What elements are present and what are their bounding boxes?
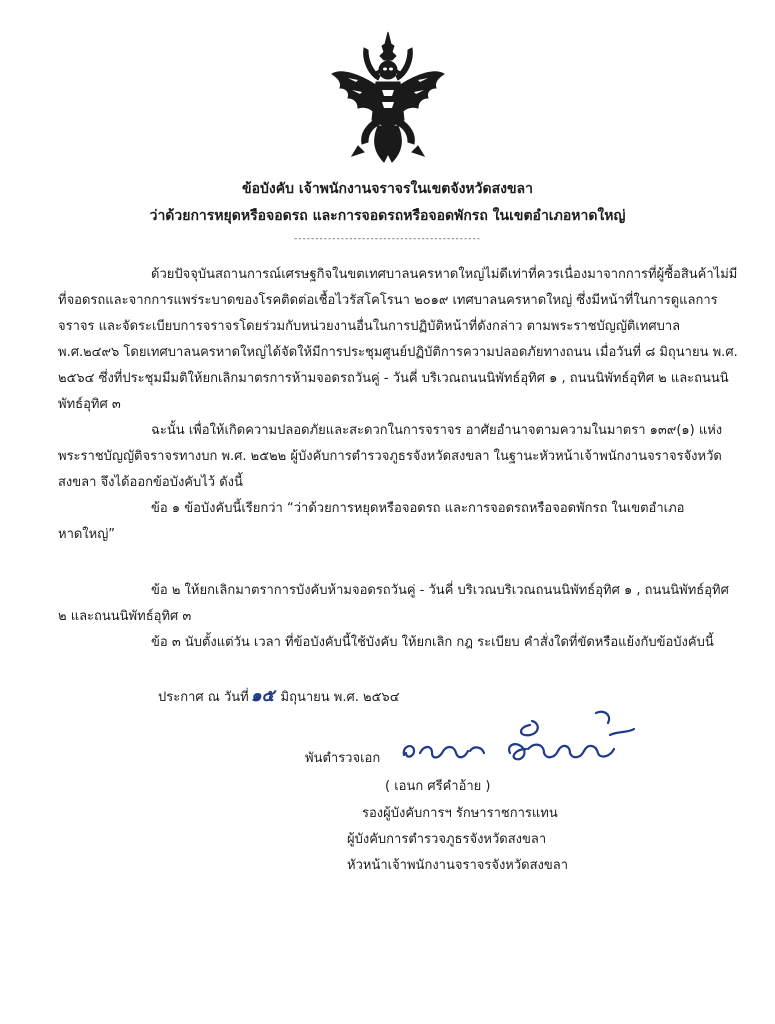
announcement-date [158, 682, 400, 709]
paragraph-authority: ฉะนั้น เพื่อให้เกิดความปลอดภัยและสะดวกในการจราจร อาศัยอำนาจตามความในมาตรา ๑๓๙(๑) แห่งพระราชบัญญัติจราจรทางบก พ.ศ. ๒๕๒๒ ผู้บังคับการตำรวจภูธรจังหวัดสงขลา ในฐานะหัวหน้าเจ้าพนักงานจราจรจังหวัดสงขลา จึงได้ออกข้อบังคับไว้ ดังนี้ [58, 423, 723, 490]
announcement-day: ๑๕ [250, 686, 275, 706]
paragraph-background: ด้วยปัจจุบันสถานการณ์เศรษฐกิจในขตเทศบาลนครหาดใหญ่ไม่ดีเท่าที่ควรเนื่องมาจากการที่ผู้ซื้อสินค้าไม่มีที่จอดรถและจากการแพร่ระบาดของโรคติดต่อเชื้อไวรัสโคโรนา ๒๐๑๙ เทศบาลนครหาดใหญ่ ซึ่งมีหน้าที่ในการดูแลการจราจร และจัดระเบียบการจราจรโดยร่วมกับหน่วยงานอื่นในการปฏิบัติหน้าที่ดังกล่าว ตามพระราชบัญญัติเทศบาล พ.ศ.๒๔๙๖ โดยเทศบาลนครหาดใหญ่ได้จัดให้มีการประชุมศูนย์ปฏิบัติการความปลอดภัยทางถนน เมื่อวันที่ ๘ มิถุนายน พ.ศ. ๒๕๖๔ ซึ่งที่ประชุมมีมติให้ยกเลิกมาตรการห้ามจอดรถวันคู่ - วันคี่ บริเวณถนนนิพัทธ์อุทิศ ๑ , ถนนนิพัทธ์อุทิศ ๒ และถนนนิพัทธ์อุทิศ ๓ [58, 267, 738, 412]
signer-rank: พันตำรวจเอก [305, 751, 381, 766]
document-title-line1: ข้อบังคับ เจ้าพนักงานจราจรในเขตจังหวัดสงขลา [242, 181, 533, 197]
garuda-emblem-icon [328, 30, 448, 165]
document-title-line2: ว่าด้วยการหยุดหรือจอดรถ และการจอดรถหรือจอดพักรถ ในเขตอำเภอหาดใหญ่ [149, 208, 626, 224]
paragraph-clause-3: ข้อ ๓ นับตั้งแต่วัน เวลา ที่ข้อบังคับนี้ใช้บังคับ ให้ยกเลิก กฎ ระเบียบ คำสั่งใดที่ขัดหรือแย้งกับข้อบังคับนี้ [151, 635, 714, 650]
title-divider: -------------------------------------------- [294, 234, 481, 244]
announcement-suffix: มิถุนายน พ.ศ. ๒๕๖๔ [280, 690, 400, 705]
handwritten-signature-icon [398, 705, 638, 775]
paragraph-clause-1: ข้อ ๑ ข้อบังคับนี้เรียกว่า “ว่าด้วยการหยุดหรือจอดรถ และการจอดรถหรือจอดพักรถ ในเขตอำเภอหาดใหญ่” [58, 501, 685, 542]
signer-position-line2: ผู้บังคับการตำรวจภูธรจังหวัดสงขลา [347, 832, 547, 847]
signer-name: ( เอนก ศรีคำอ้าย ) [385, 779, 491, 794]
signer-position-line1: รองผู้บังคับการฯ รักษาราชการแทน [362, 806, 558, 821]
paragraph-clause-2: ข้อ ๒ ให้ยกเลิกมาตราการบังคับห้ามจอดรถวันคู่ - วันคี่ บริเวณบริเวณถนนนิพัทธ์อุทิศ ๑ , ถนนนิพัทธ์อุทิศ ๒ และถนนนิพัทธ์อุทิศ ๓ [58, 583, 729, 624]
announcement-prefix: ประกาศ ณ วันที่ [158, 690, 249, 705]
signer-position-line3: หัวหน้าเจ้าพนักงานจราจรจังหวัดสงขลา [347, 858, 569, 873]
